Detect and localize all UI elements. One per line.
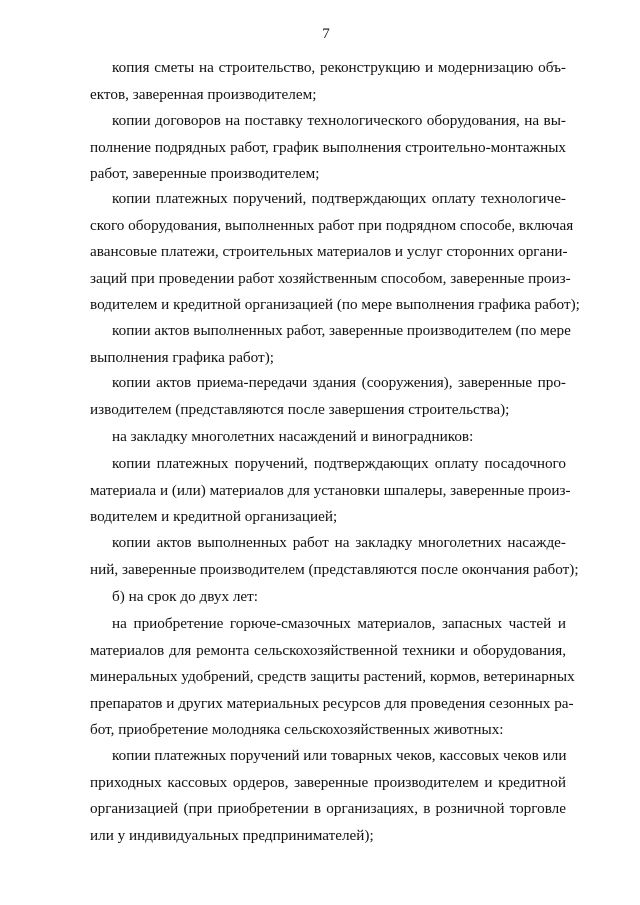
- paragraph-contracts-copy: [90, 108, 566, 188]
- text-line: ектов, заверенная производителем;: [90, 85, 317, 103]
- text-line: копии договоров на поставку технологического оборудования, на вы-: [112, 112, 566, 129]
- text-line: копии платежных поручений, подтверждающих оплату посадочного: [112, 455, 566, 472]
- paragraph-perennial-plantings: [90, 424, 566, 451]
- text-line: копии платежных поручений или товарных чеков, кассовых чеков или: [112, 747, 567, 764]
- text-line: полнение подрядных работ, график выполнения строительно-монтажных: [90, 138, 566, 156]
- text-line: копии актов выполненных работ, заверенные производителем (по мере: [112, 322, 571, 339]
- text-line: организацией (при приобретении в организациях, в розничной торговле: [90, 800, 566, 818]
- text-line: изводителем (представляются после завершения строительства);: [90, 400, 510, 418]
- text-line: ний, заверенные производителем (представляются после окончания работ);: [90, 560, 579, 578]
- text-line: водителем и кредитной организацией;: [90, 508, 338, 526]
- text-line: выполнения графика работ);: [90, 348, 274, 366]
- paragraph-transfer-acts-copy: [90, 370, 566, 423]
- text-line: копии актов приема-передачи здания (сооружения), заверенные про-: [112, 374, 566, 391]
- paragraph-planting-payments-copy: [90, 451, 571, 531]
- text-line: ского оборудования, выполненных работ при подрядном способе, включая: [90, 216, 574, 234]
- paragraph-work-acts-copy: [90, 318, 571, 371]
- text-line: копия сметы на строительство, реконструкцию и модернизацию объ-: [112, 59, 566, 76]
- paragraph-term-two-years: [90, 584, 566, 611]
- text-line: авансовые платежи, строительных материалов и услуг сторонних органи-: [90, 243, 568, 261]
- text-line: водителем и кредитной организацией (по мере выполнения графика работ);: [90, 296, 580, 314]
- text-line: б) на срок до двух лет:: [112, 588, 259, 605]
- page-number: 7: [322, 26, 330, 42]
- paragraph-planting-acts-copy: [90, 530, 579, 583]
- text-line: материалов для ремонта сельскохозяйственной техники и оборудования,: [90, 641, 566, 659]
- paragraph-payment-orders-copy: [90, 186, 580, 319]
- text-line: приходных кассовых ордеров, заверенные производителем и кредитной: [90, 773, 566, 791]
- text-line: копии актов выполненных работ на закладку многолетних насажде-: [112, 534, 566, 551]
- paragraph-receipts-copy: [90, 743, 566, 849]
- text-line: или у индивидуальных предпринимателей);: [90, 826, 374, 844]
- text-line: на закладку многолетних насаждений и виноградников:: [112, 428, 474, 445]
- text-line: минеральных удобрений, средств защиты растений, кормов, ветеринарных: [90, 668, 575, 686]
- paragraph-estimate-copy: [90, 55, 566, 108]
- text-line: бот, приобретение молодняка сельскохозяйственных животных:: [90, 721, 504, 739]
- paragraph-materials-purchase: [90, 611, 575, 744]
- text-line: работ, заверенные производителем;: [90, 165, 320, 183]
- text-line: материала и (или) материалов для установки шпалеры, заверенные произ-: [90, 481, 571, 499]
- text-line: препаратов и других материальных ресурсов для проведения сезонных ра-: [90, 694, 574, 712]
- text-line: копии платежных поручений, подтверждающих оплату технологиче-: [112, 190, 566, 207]
- text-line: на приобретение горюче-смазочных материалов, запасных частей и: [112, 615, 566, 632]
- text-line: заций при проведении работ хозяйственным способом, заверенные произ-: [90, 269, 571, 287]
